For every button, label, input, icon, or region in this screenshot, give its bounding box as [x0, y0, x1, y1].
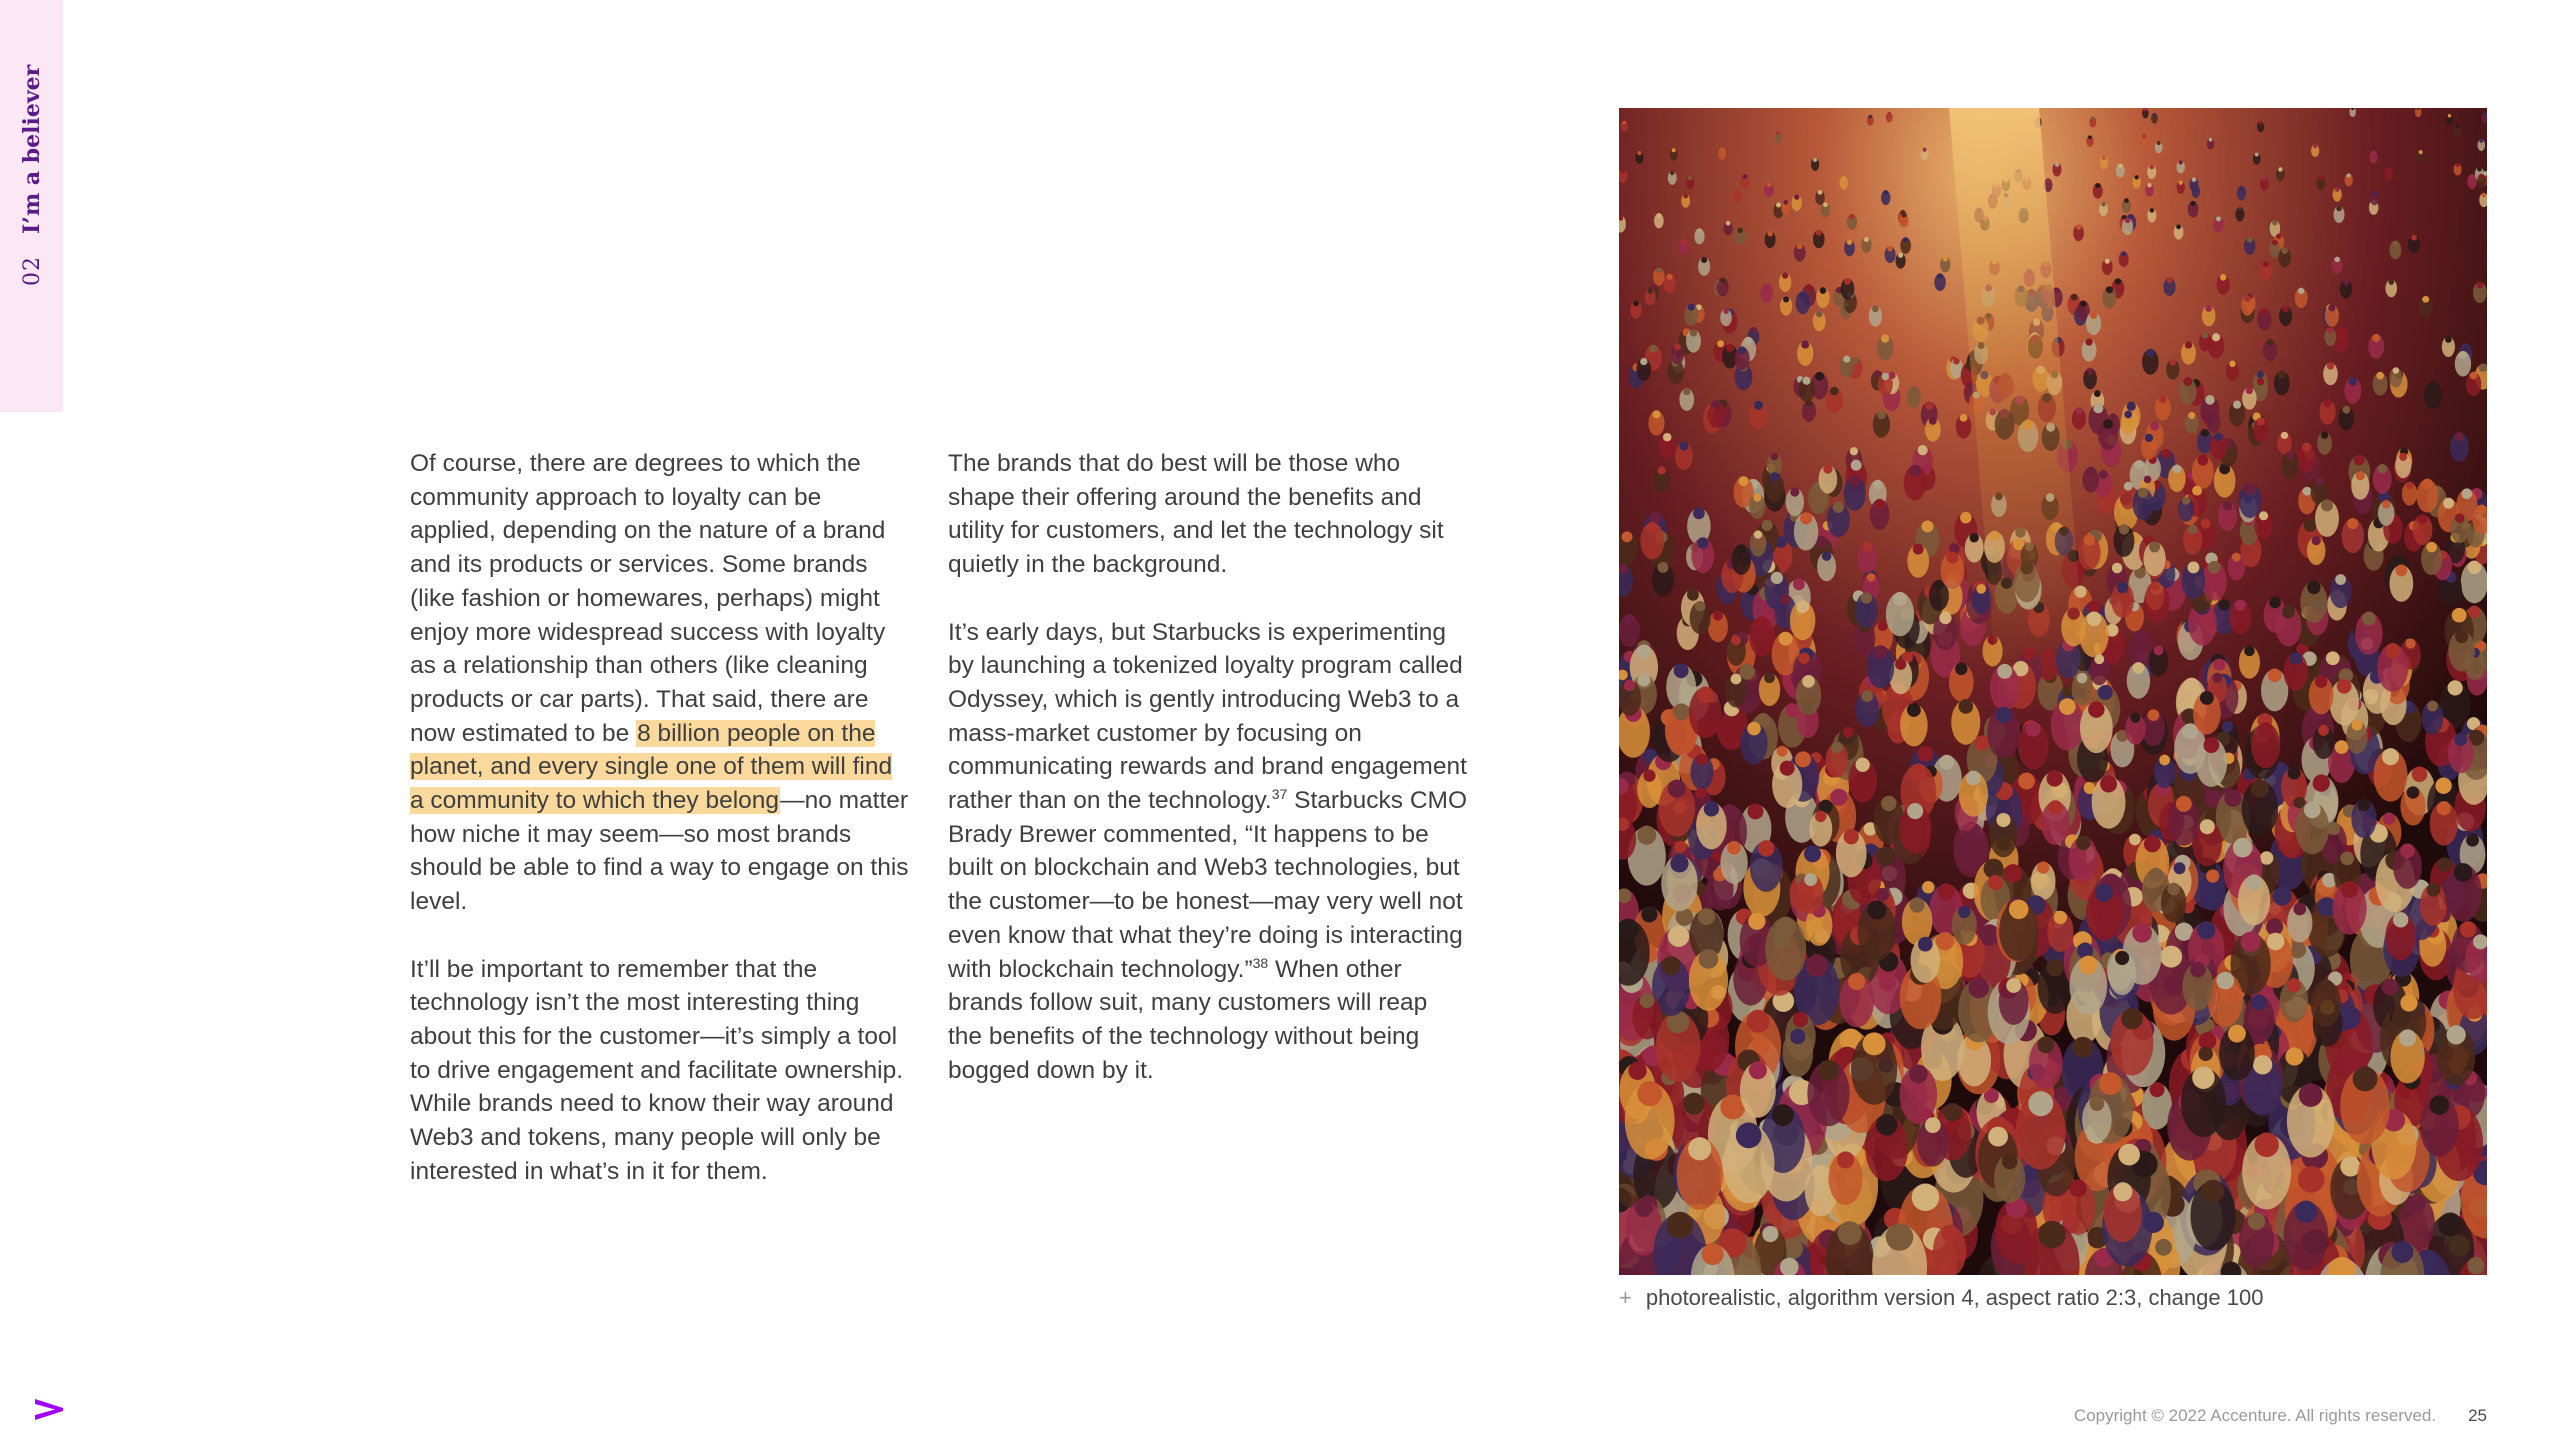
paragraph: It’s early days, but Starbucks is experimenting by launching a tokenized loyalty program called Odyssey, which is gently introducing Web3 to a mass-market customer by focusing on communicating rewards and brand engagement rather than on the technology.$^{37}$ Starbucks CMO Brady Brewer commented, “It happens to be built on blockchain and Web3 technologies, but the customer—to be honest—may very well not even know that what they’re doing is interacting with blockchain technology.”$^{38}$ When other brands follow suit, many customers will reap the benefits of the technology without being bogged down by it. [948, 618, 1468, 1084]
section-label [19, 65, 45, 286]
footnote-ref[interactable]: 38 [1252, 954, 1269, 971]
accenture-logo-icon [33, 1395, 65, 1423]
copyright: Copyright © 2022 Accenture. All rights reserved. [2073, 1406, 2437, 1425]
crowd-photo [1619, 108, 2487, 1275]
section-title: I’m a believer [19, 64, 45, 234]
section-number: 02 [20, 256, 45, 286]
text-column-left [410, 447, 910, 1222]
plus-icon: + [1619, 1285, 1632, 1310]
page-footer [2074, 1406, 2487, 1426]
crowd-illustration [1619, 108, 2487, 1275]
image-caption [1619, 1285, 2263, 1311]
section-side-tab [0, 0, 63, 412]
highlighted-text: 8 billion people on the planet, and every single one of them will find a community to which they belong [410, 719, 893, 815]
text-column-right [948, 447, 1468, 1121]
paragraph: The brands that do best will be those who shape their offering around the benefits and utility for customers, and let the technology sit quietly in the background. [948, 450, 1444, 579]
page-number: 25 [2468, 1406, 2487, 1425]
caption-text: photorealistic, algorithm version 4, aspect ratio 2:3, change 100 [1645, 1285, 2264, 1310]
paragraph: Of course, there are degrees to which the community approach to loyalty can be applied, depending on the nature of a brand and its products or services. Some brands (like fashion or homewares, perhaps) might enjoy more widespread success with loyalty as a relationship than others (like cleaning products or car parts). That said, there are now estimated to be 8 billion people on the planet, and every single one of them will find a community to which they belong—no matter how niche it may seem—so most brands should be able to find a way to engage on this level. [410, 450, 909, 916]
paragraph: It’ll be important to remember that the technology isn’t the most interesting thing about this for the customer—it’s simply a tool to drive engagement and facilitate ownership. While brands need to know their way around Web3 and tokens, many people will only be interested in what’s in it for them. [410, 955, 904, 1185]
footnote-ref[interactable]: 37 [1271, 785, 1288, 802]
